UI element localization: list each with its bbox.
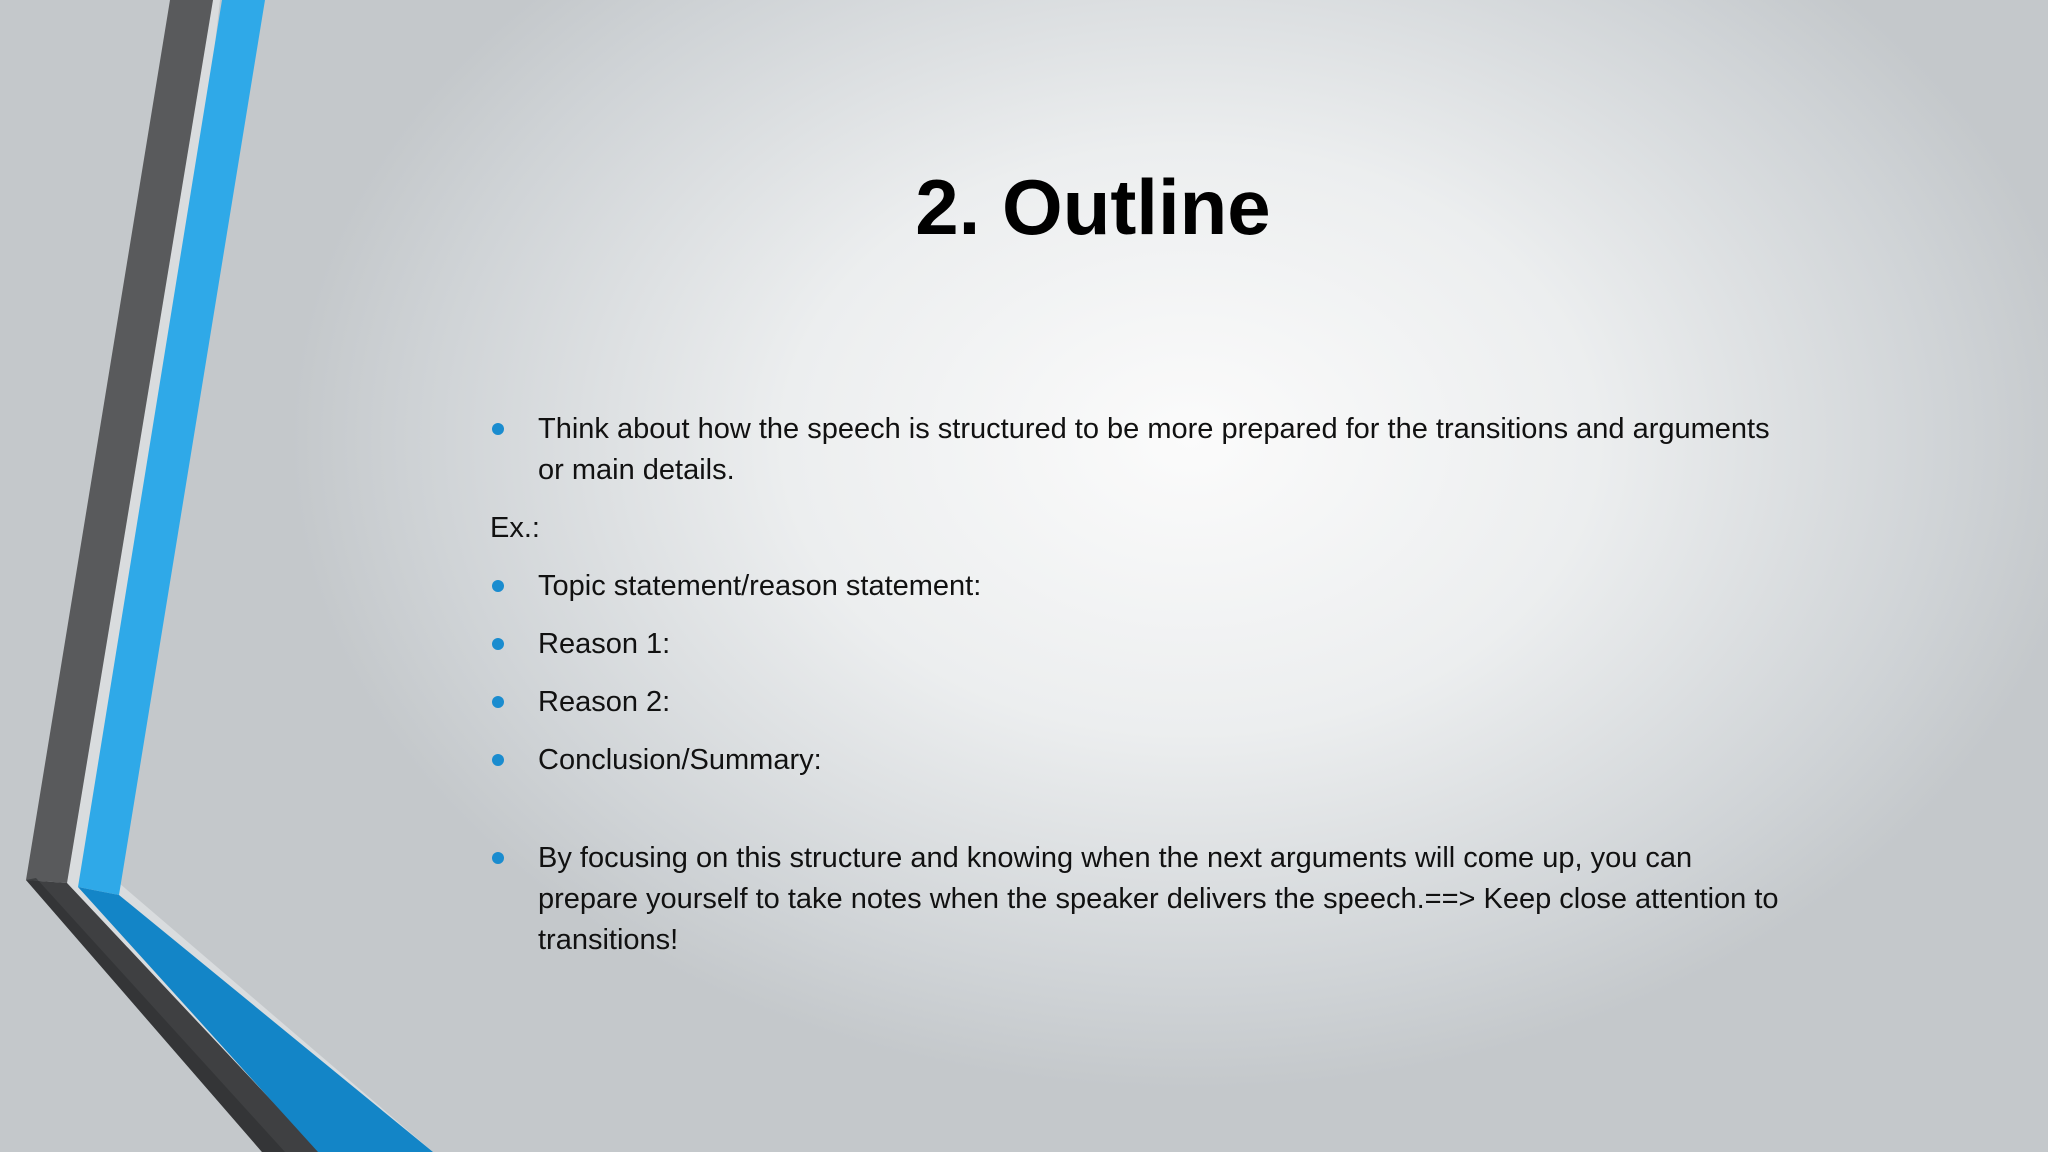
- bullet-text: Reason 1:: [538, 628, 671, 660]
- bullet-dot-icon: [492, 754, 504, 766]
- bullet-dot-icon: [492, 638, 504, 650]
- bullet-text: Reason 2:: [538, 686, 671, 718]
- bullet-item: [490, 740, 1780, 781]
- bullet-dot-icon: [492, 696, 504, 708]
- bullet-text: Topic statement/reason statement:: [538, 570, 982, 602]
- bullet-text: Think about how the speech is structured to be more prepared for the transitions and arguments or main details.: [538, 413, 1770, 486]
- bullet-dot-icon: [492, 423, 504, 435]
- bullet-dot-icon: [492, 852, 504, 864]
- bullet-item: [490, 682, 1780, 723]
- bullet-item: [490, 624, 1780, 665]
- example-label: [490, 508, 1780, 549]
- example-text: Ex.:: [490, 512, 540, 544]
- bullet-dot-icon: [492, 580, 504, 592]
- bullet-item: [490, 566, 1780, 607]
- slide-title: 2. Outline: [915, 163, 1271, 251]
- bullet-text: Conclusion/Summary:: [538, 744, 822, 776]
- bullet-item: [490, 409, 1780, 491]
- bullet-item: [490, 838, 1780, 961]
- slide-body: [490, 409, 1780, 978]
- bullet-text: By focusing on this structure and knowing when the next arguments will come up, you can prepare yourself to take notes when the speaker delivers the speech.==> Keep close attention to transitions!: [538, 842, 1779, 956]
- stripe-separator: [67, 0, 220, 883]
